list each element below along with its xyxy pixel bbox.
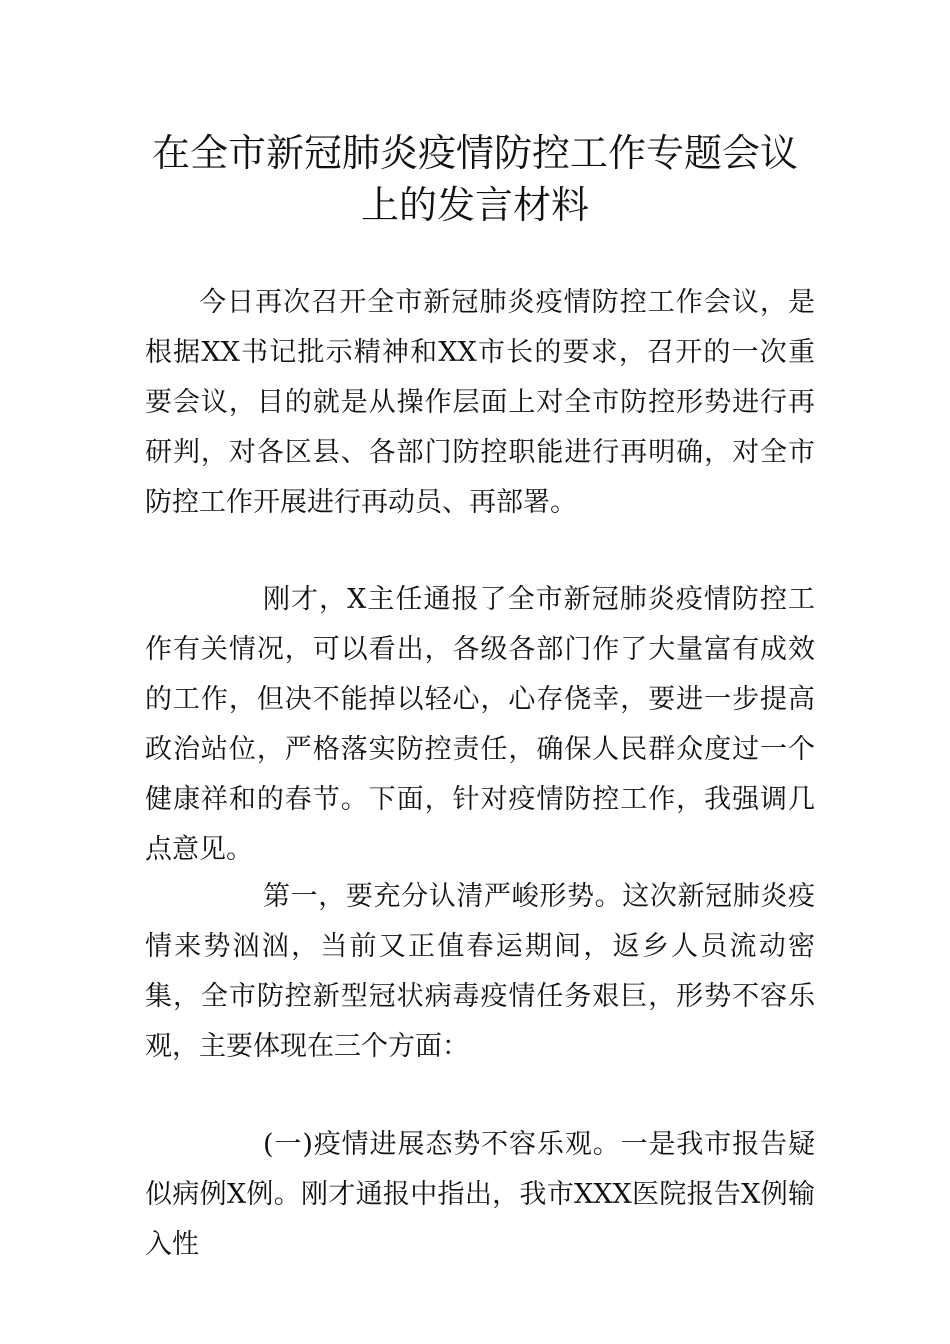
document-title-line-2: 上的发言材料	[360, 183, 589, 227]
paragraph-sub-point-one: (一)疫情进展态势不容乐观。一是我市报告疑似病例X例。刚才通报中指出，我市XXX医院报告X例输入性	[145, 1129, 815, 1260]
document-title-line-1: 在全市新冠肺炎疫情防控工作专题会议	[151, 131, 798, 175]
paragraph-opening: 今日再次召开全市新冠肺炎疫情防控工作会议，是根据XX书记批示精神和XX市长的要求，召开的一次重要会议，目的就是从操作层面上对全市防控形势进行再研判，对各区县、各部门防控职能进行再明确，对全市防控工作开展进行再动员、再部署。	[145, 287, 815, 518]
paragraph-report-summary: 刚才，X主任通报了全市新冠肺炎疫情防控工作有关情况，可以看出，各级各部门作了大量富有成效的工作，但决不能掉以轻心，心存侥幸，要进一步提高政治站位，严格落实防控责任，确保人民群众度过一个健康祥和的春节。下面，针对疫情防控工作，我强调几点意见。	[145, 584, 815, 865]
paragraph-first-point: 第一，要充分认清严峻形势。这次新冠肺炎疫情来势汹汹，当前又正值春运期间，返乡人员流动密集，全市防控新型冠状病毒疫情任务艰巨，形势不容乐观，主要体现在三个方面：	[145, 881, 815, 1062]
